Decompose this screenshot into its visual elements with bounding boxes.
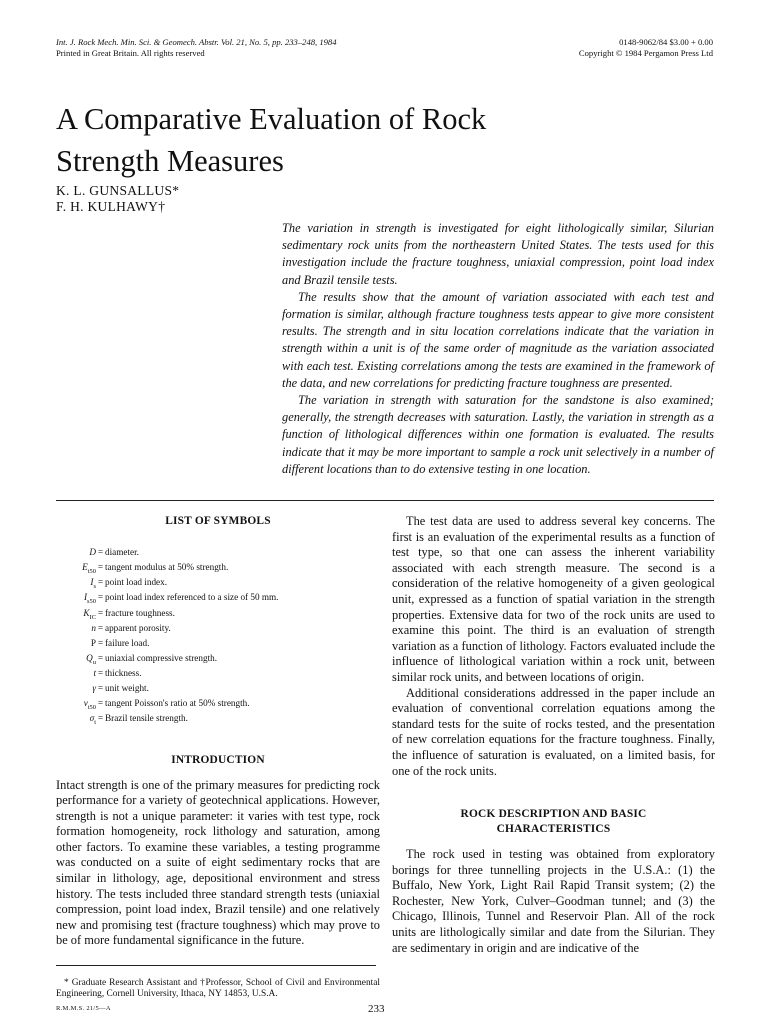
symbol-list: [56, 547, 380, 729]
rock-description-heading: [392, 807, 715, 837]
symbol-sub: s50: [87, 598, 96, 606]
symbol-key: I: [90, 577, 94, 588]
symbol-key: D: [89, 547, 96, 557]
symbol-row: D = diameter.: [56, 547, 380, 562]
abstract-paragraph-1: The variation in strength is investigated for eight lithologically similar, Silurian sedimentary rock units from the northeastern United States. The tests used for this investigation include the fracture toughness, uniaxial compression, point load index and Brazil tensile tests.: [282, 221, 714, 287]
journal-rights: Printed in Great Britain. All rights reserved: [56, 48, 205, 58]
symbol-row: P = failure load.: [56, 638, 380, 653]
symbol-row: $I_s$ = point load index.: [56, 577, 380, 592]
symbol-key: P: [90, 637, 96, 648]
symbol-definition: diameter.: [105, 547, 139, 557]
introduction-body: [56, 778, 380, 950]
symbol-definition: Brazil tensile strength.: [105, 713, 188, 724]
symbol-sub: t50: [87, 567, 96, 575]
symbol-sub: IC: [89, 613, 96, 621]
footnote-text: * Graduate Research Assistant and †Professor, School of Civil and Environmental Engineering, Cornell University, Ithaca, NY 14853, U.S.A.: [56, 978, 380, 1000]
symbol-definition: point load index referenced to a size of 50 mm.: [105, 592, 279, 603]
symbol-definition: uniaxial compressive strength.: [105, 652, 218, 663]
paper-title: [56, 98, 716, 182]
footnote: [56, 978, 380, 1001]
symbol-definition: tangent Poisson's ratio at 50% strength.: [105, 698, 250, 709]
introduction-paragraph: Intact strength is one of the primary measures for predicting rock performance for a variety of geotechnical applications. However, strength is not a unique parameter: it varies with test type, rock formation homogeneity, rock lithology and saturation, among other factors. To examine these variables, a testing programme was conducted on a suite of eight sedimentary rocks that are similar in lithology, age, depositional environment and stress history. The tests included three standard strength tests (uniaxial compression, point load index, Brazil tensile) and one relatively new and promising test (fracture toughness) which may prove to be of more fundamental significance in the future.: [56, 777, 380, 948]
symbol-key: n: [91, 622, 96, 633]
symbol-definition: failure load.: [105, 637, 150, 648]
introduction-heading: INTRODUCTION: [171, 753, 265, 766]
journal-citation: [56, 37, 337, 59]
concerns-paragraph-2: Additional considerations addressed in the paper include an evaluation of conventional correlation equations among the standard tests for the suite of rocks tested, and the presentation of new correlation equations for the fracture toughness. Finally, the influence of saturation is evaluated, on a limited basis, for one of the rock units.: [392, 685, 715, 778]
symbol-definition: tangent modulus at 50% strength.: [105, 562, 229, 573]
paper-title-line2: Strength Measures: [56, 144, 284, 178]
copyright-block: [579, 37, 713, 59]
footer-code: R.M.M.S. 21/5—A: [56, 1005, 111, 1012]
right-column: [392, 514, 715, 956]
symbol-row: $Q_u$ = uniaxial compressive strength.: [56, 653, 380, 668]
symbol-key: I: [83, 592, 88, 603]
left-column: [56, 514, 380, 1001]
symbol-definition: thickness.: [105, 668, 142, 678]
symbol-definition: unit weight.: [105, 683, 149, 694]
rock-description-body: [392, 847, 715, 956]
symbol-row: γ = unit weight.: [56, 683, 380, 698]
symbol-row: n = apparent porosity.: [56, 623, 380, 638]
author-1: K. L. GUNSALLUS*: [56, 183, 180, 198]
abstract: [282, 220, 714, 478]
symbol-definition: apparent porosity.: [105, 622, 171, 633]
symbol-sub: u: [92, 658, 96, 666]
symbol-row: $\sigma_t$ = Brazil tensile strength.: [56, 713, 380, 728]
symbol-sub: t50: [87, 704, 96, 712]
footnote-rule: [56, 965, 376, 966]
rock-description-paragraph: The rock used in testing was obtained from exploratory borings for three tunnelling projects in the U.S.A.: (1) the Buffalo, New York, Light Rail Rapid Transit system; (2) the Rochester, New York, Culver–Goodman tunnel; and (3) the Chicago, Illinois, Tunnel and Reservoir Plan. All of the rock units are lithologically similar and date from the Silurian. They are sedimentary in origin and are indicative of the: [392, 847, 715, 955]
concerns-body: [392, 514, 715, 779]
page-number: 233: [368, 1003, 385, 1015]
author-list: [56, 183, 179, 215]
symbol-row: $E_{t50}$ = tangent modulus at 50% strength.: [56, 562, 380, 577]
section-divider: [56, 500, 714, 501]
copyright-line: Copyright © 1984 Pergamon Press Ltd: [578, 48, 713, 58]
abstract-paragraph-3: The variation in strength with saturation for the sandstone is also examined; generally, the strength decreases with saturation. Lastly, the variation in strength as a function of lithological differences within one formation is evaluated. The results indicate that it may be more important to sample a rock unit selectively in a number of different locations than to do extensive testing in one location.: [282, 393, 714, 476]
symbol-sub: s: [93, 583, 96, 591]
abstract-paragraph-2: The results show that the amount of variation associated with each test and formation is similar, although fracture toughness tests appear to give more consistent results. The strength and in situ location correlations indicate that the variation in strength within a unit is of the same order of magnitude as the variation associated with each test. Existing correlations among the tests are examined in the framework of the data, and new correlations for predicting fracture toughness are presented.: [282, 289, 714, 390]
symbol-row: $\nu_{t50}$ = tangent Poisson's ratio at 50% strength.: [56, 698, 380, 713]
symbol-key: σ: [89, 713, 95, 724]
symbol-row: $I_{s50}$ = point load index referenced to a size of 50 mm.: [56, 592, 380, 607]
paper-title-line1: A Comparative Evaluation of Rock: [56, 102, 487, 136]
symbol-definition: fracture toughness.: [105, 607, 175, 618]
symbol-row: $K_{IC}$ = fracture toughness.: [56, 608, 380, 623]
symbol-key: γ: [92, 683, 96, 694]
symbol-row: t = thickness.: [56, 668, 380, 683]
symbol-key: E: [82, 562, 88, 573]
journal-citation-line1: Int. J. Rock Mech. Min. Sci. & Geomech. Abstr. Vol. 21, No. 5, pp. 233–248, 1984: [56, 37, 337, 47]
symbols-heading: LIST OF SYMBOLS: [165, 515, 271, 527]
rock-heading-line1: ROCK DESCRIPTION AND BASIC: [460, 808, 647, 821]
author-2: F. H. KULHAWY†: [56, 199, 166, 214]
symbol-sub: t: [94, 719, 96, 727]
rock-heading-line2: CHARACTERISTICS: [496, 823, 611, 836]
symbol-key: t: [93, 668, 96, 678]
symbol-key: Q: [86, 652, 93, 663]
symbol-key: ν: [83, 698, 88, 709]
concerns-paragraph-1: The test data are used to address several key concerns. The first is an evaluation of the experimental results as a function of test type, so that one can assess the inherent variability associated with each strength measure. The second is a consideration of the relative homogeneity of a given geological unit, expressed as a function of spatial variation in the strength properties. Extensive data for two of the rock units are used to examine this point. The third is an evaluation of strength variation as a function of lithology. Factors evaluated include the influence of lithological variation within a rock unit, between similar rock units, and between locations of origin.: [392, 514, 715, 684]
issn-price: 0148-9062/84 $3.00 + 0.00: [619, 37, 713, 47]
symbol-definition: point load index.: [105, 577, 168, 588]
symbol-key: K: [83, 607, 90, 618]
